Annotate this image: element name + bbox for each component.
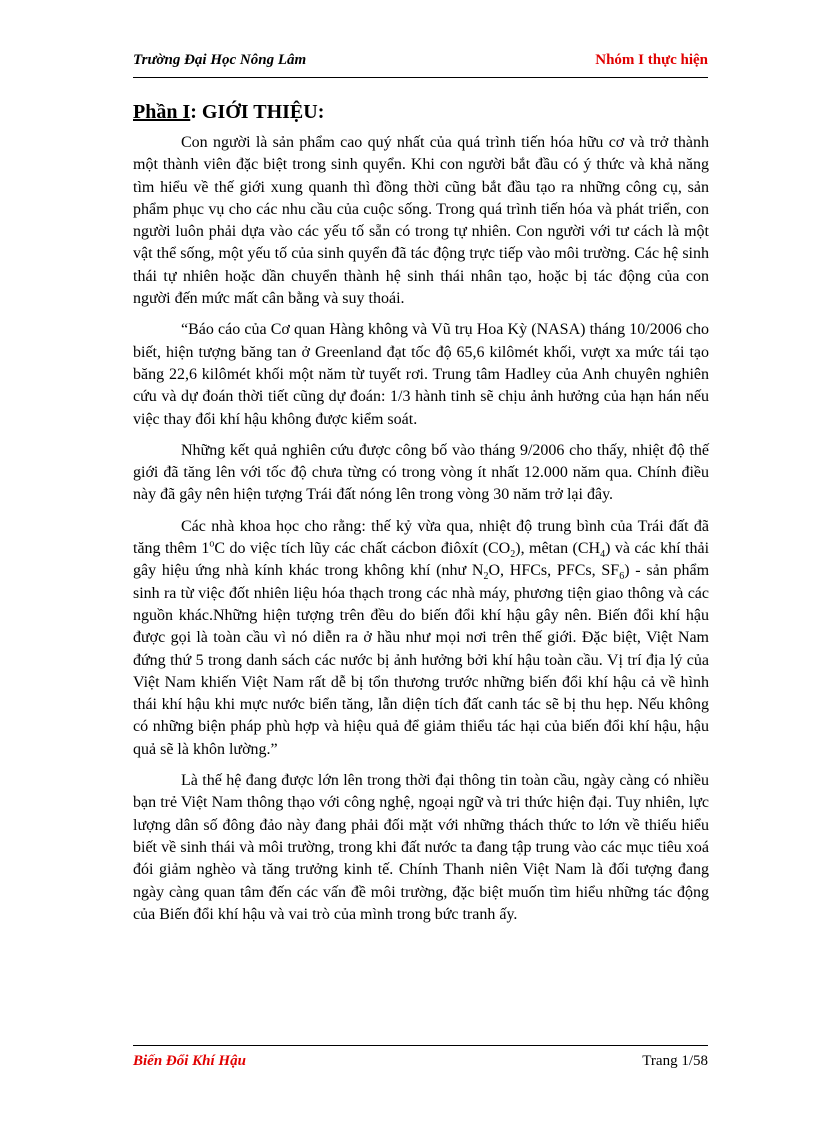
p4-text-2: C do việc tích lũy các chất cácbon điôxít (CO	[214, 540, 511, 558]
page-content	[133, 98, 709, 935]
p4-text-5: O, HFCs, PFCs, SF	[488, 562, 620, 580]
p4-text-3: ), mêtan (CH	[515, 540, 601, 558]
degree-superscript: o	[209, 538, 215, 550]
ch4-subscript: 4	[600, 549, 606, 561]
paragraph-research-results: Những kết quả nghiên cứu được công bố vào tháng 9/2006 cho thấy, nhiệt độ thế giới đã tăng lên với tốc độ chưa từng có trong vòng ít nhất 12.000 năm qua. Chính điều này đã gây nên hiện tượng Trái đất nóng lên trong vòng 30 năm trở lại đây.	[133, 441, 709, 504]
n2o-subscript: 2	[483, 571, 489, 583]
co2-subscript: 2	[510, 549, 516, 561]
header-group-name: Nhóm I thực hiện	[595, 52, 708, 68]
paragraph-scientists	[133, 516, 709, 761]
footer-divider	[133, 1045, 708, 1046]
footer-page-number: Trang 1/58	[642, 1053, 708, 1069]
p4-text-6: ) - sản phẩm sinh ra từ việc đốt nhiên liệu hóa thạch trong các nhà máy, phương tiện giao thông và các nguồn khác.Những hiện tượng trên đều do biến đổi khí hậu gây nên. Biến đổi khí hậu được gọi là toàn cầu vì nó diễn ra ở hầu như mọi nơi trên thế giới. Đặc biệt, Việt Nam đứng thứ 5 trong danh sách các nước bị ảnh hưởng bởi khí hậu toàn cầu. Vị trí địa lý của Việt Nam khiến Việt Nam rất dễ bị tổn thương trước những biến đổi khí hậu cả về hình thái khí hậu khi mực nước biển tăng, lẫn diện tích đất canh tác sẽ bị thu hẹp. Nếu không có những biện pháp phù hợp và hiệu quả để giảm thiểu tác hại của biến đổi khí hậu, hậu quả sẽ là khôn lường.”	[133, 562, 710, 758]
sf6-subscript: 6	[619, 571, 625, 583]
section-title-text: : GIỚI THIỆU:	[190, 101, 325, 123]
page-footer	[133, 1053, 708, 1073]
header-school-name: Trường Đại Học Nông Lâm	[133, 52, 307, 68]
p4-text-1: Các nhà khoa học cho rằng: thế kỷ vừa qua, nhiệt độ trung bình của Trái đất đã tăng thêm 1	[133, 517, 709, 558]
section-title	[133, 98, 709, 126]
header-divider	[133, 77, 708, 78]
paragraph-youth: Là thế hệ đang được lớn lên trong thời đại thông tin toàn cầu, ngày càng có nhiều bạn trẻ Việt Nam thông thạo với công nghệ, ngoại ngữ và tri thức hiện đại. Tuy nhiên, lực lượng dân số đông đảo này đang phải đối mặt với những thách thức to lớn về thiếu hiểu biết về sinh thái và môi trường, trong khi đất nước ta đang tập trung vào các mục tiêu xoá đói giảm nghèo và tăng trưởng kinh tế. Chính Thanh niên Việt Nam là đối tượng đang ngày càng quan tâm đến các vấn đề môi trường, đặc biệt muốn tìm hiểu những tác động của Biến đổi khí hậu và vai trò của mình trong bức tranh ấy.	[133, 772, 709, 923]
footer-document-title: Biến Đổi Khí Hậu	[133, 1053, 246, 1069]
page-header	[133, 52, 708, 74]
section-title-part: Phần I	[133, 101, 191, 123]
paragraph-nasa-report: “Báo cáo của Cơ quan Hàng không và Vũ trụ Hoa Kỳ (NASA) tháng 10/2006 cho biết, hiện tượng băng tan ở Greenland đạt tốc độ 65,6 kilômét khối, vượt xa mức tái tạo băng 22,6 kilômét khối một năm từ tuyết rơi. Trung tâm Hadley của Anh chuyên nghiên cứu và dự đoán thời tiết cũng dự đoán: 1/3 hành tinh sẽ chịu ảnh hưởng của hạn hán nếu việc thay đổi khí hậu không được kiểm soát.	[133, 321, 709, 428]
p4-text-4: ) và các khí thải gây hiệu ứng nhà kính khác trong không khí (như N	[133, 540, 710, 580]
paragraph-intro: Con người là sản phẩm cao quý nhất của quá trình tiến hóa hữu cơ và trở thành một thành viên đặc biệt trong sinh quyển. Khi con người bắt đầu có ý thức và khả năng tìm hiểu về thế giới xung quanh thì đồng thời cũng bắt đầu tạo ra những công cụ, sản phẩm phục vụ cho các nhu cầu của cuộc sống. Trong quá trình tiến hóa và phát triển, con người luôn phải dựa vào các yếu tố sẵn có trong tự nhiên. Con người với tư cách là một vật thể sống, một yếu tố của sinh quyển đã tác động trực tiếp vào môi trường. Các hệ sinh thái tự nhiên hoặc dần chuyển thành hệ sinh thái nhân tạo, hoặc bị tác động của con người đến mức mất cân bằng và suy thoái.	[133, 134, 709, 308]
